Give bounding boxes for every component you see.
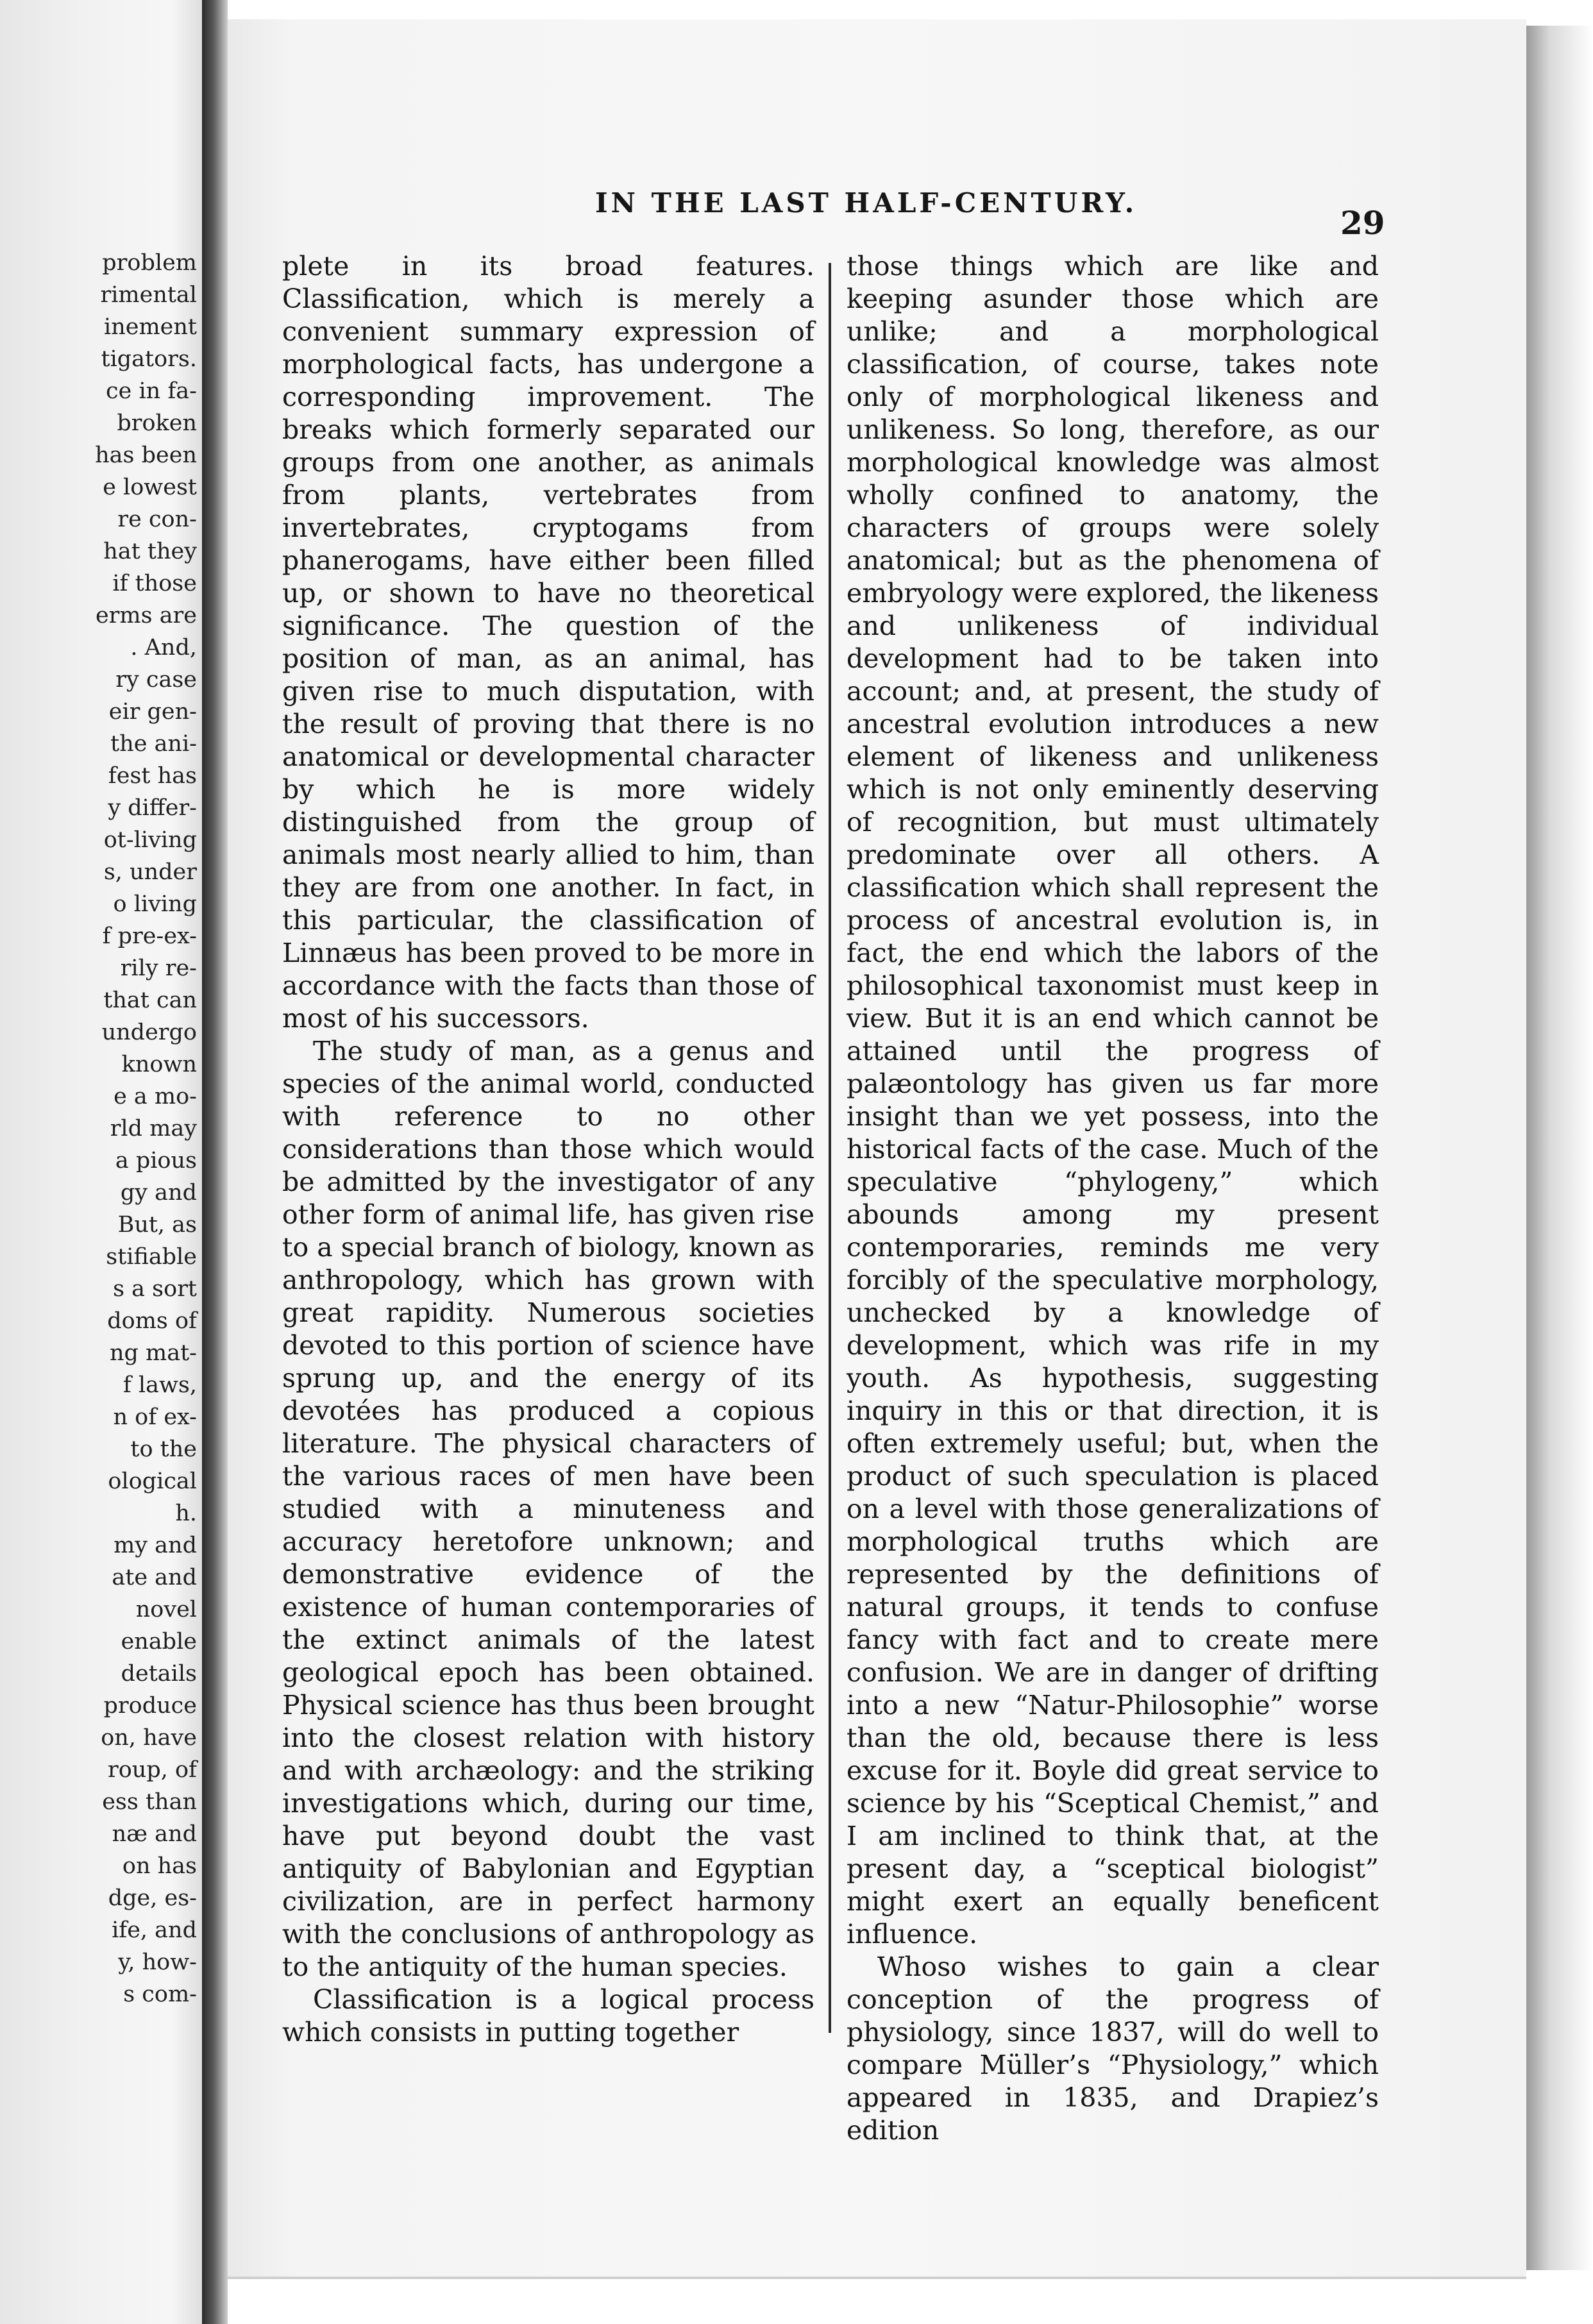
- left-page-line-fragment: undergo: [101, 1020, 197, 1045]
- left-page-line-fragment: problem: [102, 250, 197, 276]
- left-page-line-fragment: has been: [95, 442, 197, 468]
- left-page-line-fragment: dge, es-: [108, 1885, 197, 1911]
- left-page-line-fragment: inement: [104, 314, 197, 340]
- left-page-line-fragment: y differ-: [108, 795, 197, 821]
- left-page-line-fragment: produce: [103, 1693, 197, 1719]
- page-edge: [1526, 26, 1593, 2270]
- left-page-line-fragment: re con-: [117, 507, 197, 532]
- left-page-line-fragment: ce in fa-: [106, 378, 197, 404]
- running-head: IN THE LAST HALF-CENTURY.: [595, 187, 1138, 219]
- left-page-line-fragment: the ani-: [110, 731, 197, 757]
- left-page-line-fragment: h.: [175, 1501, 197, 1526]
- left-page-line-fragment: gy and: [120, 1180, 197, 1206]
- left-page-line-fragment: on has: [122, 1853, 197, 1879]
- left-page-line-fragment: o living: [113, 891, 197, 917]
- left-column: [282, 250, 814, 2065]
- left-page-line-fragment: hat they: [103, 539, 197, 564]
- left-page-line-fragment: if those: [112, 571, 197, 596]
- left-page-line-fragment: ife, and: [112, 1917, 197, 1943]
- left-page-line-fragment: roup, of: [107, 1757, 197, 1783]
- left-page-line-fragment: y, how-: [118, 1949, 197, 1975]
- left-page-line-fragment: ry case: [115, 667, 197, 693]
- left-page-line-fragment: . And,: [130, 635, 197, 661]
- left-page-line-fragment: But, as: [117, 1212, 197, 1238]
- left-page-line-fragment: rily re-: [120, 956, 197, 981]
- left-page-line-fragment: s com-: [123, 1982, 197, 2007]
- left-page-line-fragment: ate and: [112, 1565, 197, 1590]
- left-page-line-fragment: eir gen-: [108, 699, 197, 725]
- right-column-paragraph-1: those things which are like and keeping asunder those which are unlike; and a morphological classification, of course, takes note only of morphological likeness and unlikeness. So long, therefore, as our morphological knowledge was almost wholly confined to anatomy, the characters of groups were solely anatomical; but as the phenomena of embryology were explored, the likeness and unlikeness of individual development had to be taken into account; and, at present, the study of ancestral evolution introduces a new element of likeness and unlikeness which is not only eminently deserving of recognition, but must ultimately predominate over all others. A classification which shall represent the process of ancestral evolution is, in fact, the end which the labors of the philosophical taxonomist must keep in view. But it is an end which cannot be attained until the progress of palæontology has given us far more insight than we yet possess, into the historical facts of the case. Much of the speculative “phylogeny,” which abounds among my present contemporaries, reminds me very forcibly of the speculative morphology, unchecked by a knowledge of development, which was rife in my youth. As hypothesis, suggesting inquiry in this or that direction, it is often extremely useful; but, when the product of such speculation is placed on a level with those generalizations of morphological truths which are represented by the definitions of natural groups, it tends to confuse fancy with fact and to create mere confusion. We are in danger of drifting into a new “Natur-Philosophie” worse than the old, because there is less excuse for it. Boyle did great service to science by his “Sceptical Chemist,” and I am inclined to think that, at the present day, a “sceptical biologist” might exert an equally beneficent influence.: [847, 251, 1379, 1949]
- left-page-line-fragment: that can: [103, 988, 197, 1013]
- left-page-line-fragment: rimental: [100, 282, 197, 308]
- column-rule: [829, 263, 831, 2033]
- left-page-line-fragment: novel: [135, 1597, 197, 1622]
- left-page-line-fragment: næ and: [112, 1821, 197, 1847]
- left-page-line-fragment: on, have: [101, 1725, 197, 1751]
- left-page-line-fragment: ess than: [102, 1789, 197, 1815]
- left-page-line-fragment: broken: [117, 410, 197, 436]
- left-page-line-fragment: s a sort: [113, 1276, 197, 1302]
- left-page-line-fragment: to the: [130, 1436, 197, 1462]
- left-page-line-fragment: ological: [108, 1469, 197, 1494]
- left-page-line-fragment: doms of: [107, 1308, 197, 1334]
- previous-page: [0, 0, 202, 2324]
- left-page-line-fragment: details: [121, 1661, 197, 1687]
- left-page-line-fragment: erms are: [95, 603, 197, 628]
- left-page-line-fragment: ot-living: [103, 827, 197, 853]
- left-page-line-fragment: my and: [114, 1533, 197, 1558]
- left-page-line-fragment: enable: [121, 1629, 197, 1655]
- left-page-line-fragment: tigators.: [101, 346, 197, 372]
- left-page-line-fragment: e lowest: [103, 475, 197, 500]
- left-page-line-fragment: ng mat-: [109, 1340, 197, 1366]
- left-page-line-fragment: n of ex-: [113, 1404, 197, 1430]
- left-page-line-fragment: rld may: [110, 1116, 197, 1141]
- left-page-line-fragment: f pre-ex-: [102, 923, 197, 949]
- right-column: [847, 250, 1379, 2146]
- left-page-line-fragment: f laws,: [122, 1372, 197, 1398]
- page-number: 29: [1340, 204, 1385, 242]
- right-column-paragraph-2: Whoso wishes to gain a clear conception of the progress of physiology, since 1837, will do well to compare Müller’s “Physiology,” which appeared in 1835, and Drapiez’s edition: [847, 1951, 1379, 2146]
- left-page-line-fragment: s, under: [103, 859, 197, 885]
- left-page-line-fragment: stifiable: [106, 1244, 197, 1270]
- left-column-paragraph-1: plete in its broad features. Classification, which is merely a convenient summary expression of morphological facts, has undergone a corresponding improvement. The breaks which formerly separated our groups from one another, as animals from plants, vertebrates from invertebrates, cryptogams from phanerogams, have either been filled up, or shown to have no theoretical significance. The question of the position of man, as an animal, has given rise to much disputation, with the result of proving that there is no anatomical or developmental character by which he is more widely distinguished from the group of animals most nearly allied to him, than they are from one another. In fact, in this particular, the classification of Linnæus has been proved to be more in accordance with the facts than those of most of his successors.: [282, 251, 814, 1034]
- book-gutter: [202, 0, 228, 2324]
- left-column-paragraph-2: The study of man, as a genus and species of the animal world, conducted with reference to no other considerations than those which would be admitted by the investigator of any other form of animal life, has given rise to a special branch of biology, known as anthropology, which has grown with great rapidity. Numerous societies devoted to this portion of science have sprung up, and the energy of its devotées has produced a copious literature. The physical characters of the various races of men have been studied with a minuteness and accuracy heretofore unknown; and demonstrative evidence of the existence of human contemporaries of the extinct animals of the latest geological epoch has been obtained. Physical science has thus been brought into the closest relation with history and with archæology: and the striking investigations which, during our time, have put beyond doubt the vast antiquity of Babylonian and Egyptian civilization, are in perfect harmony with the conclusions of anthropology as to the antiquity of the human species.: [282, 1036, 814, 1982]
- left-page-line-fragment: known: [121, 1052, 197, 1077]
- left-page-line-fragment: e a mo-: [114, 1084, 197, 1109]
- left-page-line-fragment: fest has: [108, 763, 197, 789]
- left-page-line-fragment: a pious: [115, 1148, 197, 1174]
- left-column-paragraph-3: Classification is a logical process which consists in putting together: [282, 1984, 814, 2048]
